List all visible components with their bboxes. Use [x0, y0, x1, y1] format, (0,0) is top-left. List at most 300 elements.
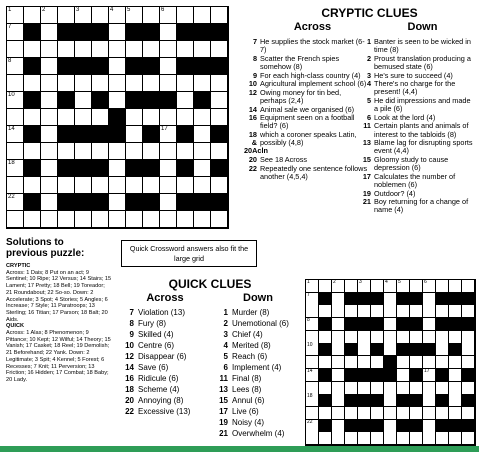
large-crossword-grid[interactable]	[6, 6, 229, 229]
clue	[118, 351, 218, 362]
grid-square[interactable]	[358, 280, 371, 293]
grid-square[interactable]	[41, 92, 58, 109]
grid-square[interactable]	[109, 7, 126, 24]
grid-square[interactable]	[109, 75, 126, 92]
grid-square[interactable]	[58, 41, 75, 58]
grid-square[interactable]	[109, 160, 126, 177]
grid-square[interactable]	[449, 432, 462, 445]
grid-square[interactable]	[7, 58, 24, 75]
grid-square[interactable]	[160, 75, 177, 92]
grid-square[interactable]	[319, 280, 332, 293]
grid-square[interactable]	[7, 177, 24, 194]
grid-square[interactable]	[41, 75, 58, 92]
clue-number: 3	[366, 70, 371, 80]
grid-square[interactable]	[462, 432, 475, 445]
grid-square[interactable]	[194, 126, 211, 143]
grid-square[interactable]	[177, 41, 194, 58]
grid-square[interactable]	[41, 58, 58, 75]
grid-square[interactable]	[58, 7, 75, 24]
grid-square[interactable]	[126, 126, 143, 143]
grid-square[interactable]	[75, 7, 92, 24]
grid-square[interactable]	[332, 343, 345, 356]
grid-square[interactable]	[371, 356, 384, 369]
grid-square[interactable]	[384, 280, 397, 293]
grid-square[interactable]	[109, 58, 126, 75]
clue-number: 4	[385, 279, 388, 285]
clue-text: Owing money for tin bed, perhaps (2,4)	[260, 87, 342, 105]
grid-square[interactable]	[109, 177, 126, 194]
clue-text: For each high-class country (4)	[260, 70, 361, 80]
clue-text: Scheme (4)	[138, 385, 180, 394]
grid-square[interactable]	[345, 331, 358, 344]
grid-square[interactable]	[397, 331, 410, 344]
grid-square[interactable]	[345, 356, 358, 369]
clue-text: Annul (6)	[232, 396, 265, 405]
grid-square[interactable]	[436, 407, 449, 420]
grid-square[interactable]	[24, 41, 41, 58]
grid-square[interactable]	[194, 160, 211, 177]
grid-square[interactable]	[410, 432, 423, 445]
grid-square[interactable]	[41, 177, 58, 194]
grid-square[interactable]	[462, 280, 475, 293]
clue	[358, 198, 476, 214]
grid-square[interactable]	[160, 109, 177, 126]
grid-square[interactable]	[436, 280, 449, 293]
grid-square[interactable]	[211, 211, 228, 228]
grid-square[interactable]	[332, 432, 345, 445]
grid-square[interactable]	[7, 92, 24, 109]
grid-square[interactable]	[41, 41, 58, 58]
grid-square[interactable]	[345, 280, 358, 293]
grid-square[interactable]	[397, 407, 410, 420]
grid-square[interactable]	[41, 24, 58, 41]
grid-block	[58, 160, 75, 177]
grid-block	[24, 126, 41, 143]
grid-square[interactable]	[194, 109, 211, 126]
clue-number: 3	[223, 330, 228, 339]
grid-square[interactable]	[423, 420, 436, 433]
grid-square[interactable]	[92, 75, 109, 92]
grid-square[interactable]	[194, 41, 211, 58]
grid-square[interactable]	[332, 382, 345, 395]
grid-block	[319, 343, 332, 356]
grid-square[interactable]	[75, 92, 92, 109]
grid-square[interactable]	[160, 160, 177, 177]
grid-square[interactable]	[436, 331, 449, 344]
grid-square[interactable]	[24, 211, 41, 228]
grid-square[interactable]	[58, 177, 75, 194]
grid-square[interactable]	[306, 369, 319, 382]
grid-square[interactable]	[160, 177, 177, 194]
grid-square[interactable]	[194, 143, 211, 160]
grid-square[interactable]	[423, 293, 436, 306]
grid-square[interactable]	[194, 211, 211, 228]
grid-square[interactable]	[126, 211, 143, 228]
clue	[212, 417, 307, 428]
grid-square[interactable]	[143, 41, 160, 58]
clue-number: 14	[125, 363, 134, 372]
grid-square[interactable]	[410, 356, 423, 369]
clue	[358, 156, 476, 172]
clue-text: There's no charge for the present! (4,4)	[374, 79, 456, 97]
grid-square[interactable]	[143, 143, 160, 160]
clue-text: Unemotional (6)	[232, 319, 289, 328]
clue	[244, 55, 368, 71]
clue-number: 12	[125, 352, 134, 361]
grid-square[interactable]	[126, 143, 143, 160]
grid-square[interactable]	[397, 305, 410, 318]
grid-square[interactable]	[449, 369, 462, 382]
grid-square[interactable]	[58, 109, 75, 126]
grid-square[interactable]	[24, 109, 41, 126]
grid-square[interactable]	[449, 331, 462, 344]
grid-square[interactable]	[7, 109, 24, 126]
grid-square[interactable]	[92, 177, 109, 194]
grid-square[interactable]	[410, 382, 423, 395]
clue-number: 16	[248, 113, 257, 123]
grid-square[interactable]	[58, 75, 75, 92]
grid-square[interactable]	[7, 126, 24, 143]
clue	[118, 373, 218, 384]
grid-square[interactable]	[371, 280, 384, 293]
grid-square[interactable]	[397, 382, 410, 395]
clue-number: 8	[129, 319, 134, 328]
grid-square[interactable]	[462, 407, 475, 420]
grid-square[interactable]	[143, 75, 160, 92]
grid-square[interactable]	[75, 109, 92, 126]
grid-square[interactable]	[24, 143, 41, 160]
grid-square[interactable]	[41, 7, 58, 24]
grid-square[interactable]	[75, 143, 92, 160]
clue-text: Fury (8)	[138, 319, 166, 328]
grid-square[interactable]	[143, 7, 160, 24]
grid-square[interactable]	[7, 75, 24, 92]
grid-square[interactable]	[126, 41, 143, 58]
grid-square[interactable]	[371, 407, 384, 420]
cryptic-across-list	[244, 38, 368, 181]
grid-square[interactable]	[75, 211, 92, 228]
grid-square[interactable]	[109, 92, 126, 109]
grid-square[interactable]	[109, 143, 126, 160]
grid-square[interactable]	[345, 407, 358, 420]
grid-square[interactable]	[345, 382, 358, 395]
grid-square[interactable]	[211, 75, 228, 92]
grid-square[interactable]	[109, 194, 126, 211]
grid-square[interactable]	[384, 407, 397, 420]
solutions-title: Solutions to previous puzzle:	[6, 237, 85, 259]
grid-square[interactable]	[319, 305, 332, 318]
grid-square[interactable]	[177, 143, 194, 160]
grid-square[interactable]	[126, 75, 143, 92]
grid-square[interactable]	[462, 331, 475, 344]
grid-square[interactable]	[160, 126, 177, 143]
clue	[118, 362, 218, 373]
grid-square[interactable]	[332, 280, 345, 293]
grid-square[interactable]	[423, 394, 436, 407]
grid-square[interactable]	[436, 356, 449, 369]
grid-square[interactable]	[358, 407, 371, 420]
grid-square[interactable]	[75, 41, 92, 58]
grid-square[interactable]	[384, 293, 397, 306]
grid-square[interactable]	[449, 356, 462, 369]
grid-square[interactable]	[423, 318, 436, 331]
grid-square[interactable]	[7, 160, 24, 177]
grid-square[interactable]	[92, 109, 109, 126]
grid-square[interactable]	[397, 280, 410, 293]
grid-square[interactable]	[160, 211, 177, 228]
grid-square[interactable]	[410, 331, 423, 344]
clue	[212, 340, 307, 351]
clue-number: 17	[219, 407, 228, 416]
clue-text: See 18 Across	[260, 154, 308, 164]
grid-square[interactable]	[160, 143, 177, 160]
small-crossword-grid[interactable]	[305, 279, 476, 446]
grid-square[interactable]	[384, 382, 397, 395]
grid-block	[160, 92, 177, 109]
grid-square[interactable]	[24, 75, 41, 92]
grid-block	[126, 58, 143, 75]
grid-square[interactable]	[177, 177, 194, 194]
grid-square[interactable]	[41, 211, 58, 228]
grid-square[interactable]	[384, 420, 397, 433]
clue	[212, 373, 307, 384]
cryptic-down-heading: Down	[407, 21, 438, 33]
grid-square[interactable]	[436, 432, 449, 445]
grid-square[interactable]	[7, 194, 24, 211]
grid-square[interactable]	[436, 305, 449, 318]
grid-square[interactable]	[397, 432, 410, 445]
grid-square[interactable]	[58, 211, 75, 228]
grid-square[interactable]	[41, 143, 58, 160]
grid-square[interactable]	[449, 407, 462, 420]
grid-square[interactable]	[7, 143, 24, 160]
grid-square[interactable]	[332, 394, 345, 407]
grid-square[interactable]	[177, 109, 194, 126]
grid-square[interactable]	[109, 24, 126, 41]
grid-block	[319, 293, 332, 306]
grid-square[interactable]	[358, 305, 371, 318]
grid-square[interactable]	[306, 343, 319, 356]
grid-square[interactable]	[160, 58, 177, 75]
grid-square[interactable]	[423, 382, 436, 395]
grid-square[interactable]	[332, 293, 345, 306]
clue-text: Look at the lord (4)	[374, 112, 436, 122]
grid-square[interactable]	[109, 41, 126, 58]
clue-text: Banter is seen to be wicked in time (8)	[374, 37, 471, 55]
grid-block	[109, 126, 126, 143]
grid-square[interactable]	[143, 177, 160, 194]
grid-square[interactable]	[160, 7, 177, 24]
grid-square[interactable]	[319, 331, 332, 344]
grid-square[interactable]	[177, 7, 194, 24]
clue-number: 8	[252, 53, 257, 63]
grid-square[interactable]	[358, 432, 371, 445]
grid-square[interactable]	[449, 394, 462, 407]
grid-square[interactable]	[345, 432, 358, 445]
clue-number: 21	[362, 197, 371, 207]
grid-square[interactable]	[436, 382, 449, 395]
grid-square[interactable]	[160, 41, 177, 58]
grid-square[interactable]	[319, 432, 332, 445]
clue-number: 5	[223, 352, 228, 361]
grid-square[interactable]	[371, 432, 384, 445]
grid-square[interactable]	[449, 305, 462, 318]
grid-square[interactable]	[211, 143, 228, 160]
grid-square[interactable]	[177, 92, 194, 109]
grid-block	[75, 24, 92, 41]
grid-square[interactable]	[319, 407, 332, 420]
grid-square[interactable]	[306, 394, 319, 407]
grid-square[interactable]	[332, 369, 345, 382]
grid-square[interactable]	[423, 432, 436, 445]
quick-clues-title: QUICK CLUES	[168, 277, 252, 291]
clue	[244, 114, 368, 130]
grid-square[interactable]	[7, 7, 24, 24]
grid-block	[319, 318, 332, 331]
clue-number: 17	[161, 126, 168, 132]
grid-square[interactable]	[332, 356, 345, 369]
clue	[244, 165, 368, 181]
clue-number: 18	[307, 393, 313, 400]
grid-square[interactable]	[384, 318, 397, 331]
grid-square[interactable]	[211, 41, 228, 58]
clue-number: 10	[125, 341, 134, 350]
grid-square[interactable]	[371, 331, 384, 344]
grid-square[interactable]	[306, 407, 319, 420]
grid-square[interactable]	[423, 369, 436, 382]
clue-number: 18	[125, 385, 134, 394]
grid-square[interactable]	[24, 7, 41, 24]
grid-square[interactable]	[449, 382, 462, 395]
grid-square[interactable]	[92, 41, 109, 58]
clue-number: 14	[307, 367, 313, 374]
grid-square[interactable]	[126, 177, 143, 194]
grid-square[interactable]	[41, 160, 58, 177]
solutions-cryptic-heading: CRYPTIC	[6, 263, 31, 269]
grid-square[interactable]	[41, 126, 58, 143]
grid-square[interactable]	[332, 420, 345, 433]
grid-square[interactable]	[384, 394, 397, 407]
clue-number: 16	[125, 374, 134, 383]
grid-block	[462, 369, 475, 382]
clue-text: Merited (8)	[232, 341, 271, 350]
grid-square[interactable]	[306, 432, 319, 445]
clue	[118, 318, 218, 329]
grid-square[interactable]	[410, 407, 423, 420]
grid-square[interactable]	[211, 109, 228, 126]
grid-block	[397, 394, 410, 407]
grid-square[interactable]	[75, 75, 92, 92]
grid-square[interactable]	[92, 211, 109, 228]
grid-square[interactable]	[358, 356, 371, 369]
grid-square[interactable]	[462, 343, 475, 356]
grid-square[interactable]	[319, 356, 332, 369]
grid-square[interactable]	[358, 331, 371, 344]
clue	[212, 406, 307, 417]
grid-square[interactable]	[332, 305, 345, 318]
grid-square[interactable]	[7, 211, 24, 228]
grid-square[interactable]	[384, 432, 397, 445]
grid-square[interactable]	[423, 305, 436, 318]
grid-square[interactable]	[384, 331, 397, 344]
grid-square[interactable]	[41, 109, 58, 126]
grid-square[interactable]	[423, 407, 436, 420]
grid-block	[410, 394, 423, 407]
grid-square[interactable]	[24, 177, 41, 194]
grid-block	[75, 126, 92, 143]
grid-square[interactable]	[358, 343, 371, 356]
grid-square[interactable]	[194, 7, 211, 24]
grid-square[interactable]	[143, 109, 160, 126]
grid-square[interactable]	[7, 24, 24, 41]
grid-square[interactable]	[306, 420, 319, 433]
grid-square[interactable]	[462, 305, 475, 318]
grid-square[interactable]	[384, 305, 397, 318]
clue-number: 4	[366, 79, 371, 89]
grid-square[interactable]	[332, 331, 345, 344]
grid-square[interactable]	[7, 41, 24, 58]
clue-text: Animal sale we organised (6)	[260, 104, 355, 114]
grid-block	[358, 369, 371, 382]
grid-square[interactable]	[397, 356, 410, 369]
grid-square[interactable]	[126, 109, 143, 126]
grid-square[interactable]	[58, 143, 75, 160]
grid-square[interactable]	[436, 343, 449, 356]
grid-square[interactable]	[358, 382, 371, 395]
grid-square[interactable]	[109, 211, 126, 228]
grid-square[interactable]	[410, 280, 423, 293]
grid-square[interactable]	[371, 305, 384, 318]
grid-square[interactable]	[345, 305, 358, 318]
grid-square[interactable]	[160, 194, 177, 211]
grid-square[interactable]	[92, 143, 109, 160]
grid-square[interactable]	[194, 75, 211, 92]
grid-square[interactable]	[126, 7, 143, 24]
grid-square[interactable]	[160, 24, 177, 41]
grid-square[interactable]	[92, 7, 109, 24]
clue	[358, 139, 476, 155]
grid-square[interactable]	[41, 194, 58, 211]
grid-square[interactable]	[75, 177, 92, 194]
grid-square[interactable]	[384, 343, 397, 356]
grid-square[interactable]	[194, 177, 211, 194]
grid-square[interactable]	[397, 369, 410, 382]
grid-square[interactable]	[449, 280, 462, 293]
grid-square[interactable]	[211, 7, 228, 24]
clue-number: 17	[362, 171, 371, 181]
grid-block	[462, 420, 475, 433]
clue-text: Outdoor? (4)	[374, 188, 416, 198]
grid-square[interactable]	[423, 331, 436, 344]
grid-square[interactable]	[410, 305, 423, 318]
grid-square[interactable]	[211, 177, 228, 194]
grid-square[interactable]	[306, 293, 319, 306]
grid-square[interactable]	[177, 75, 194, 92]
grid-square[interactable]	[332, 407, 345, 420]
grid-square[interactable]	[332, 318, 345, 331]
grid-square[interactable]	[306, 318, 319, 331]
grid-square[interactable]	[177, 211, 194, 228]
grid-block	[319, 420, 332, 433]
grid-square[interactable]	[371, 382, 384, 395]
grid-square[interactable]	[423, 280, 436, 293]
grid-square[interactable]	[211, 92, 228, 109]
grid-square[interactable]	[143, 211, 160, 228]
grid-square[interactable]	[462, 356, 475, 369]
clue	[212, 428, 307, 439]
grid-square[interactable]	[462, 382, 475, 395]
grid-square[interactable]	[319, 382, 332, 395]
